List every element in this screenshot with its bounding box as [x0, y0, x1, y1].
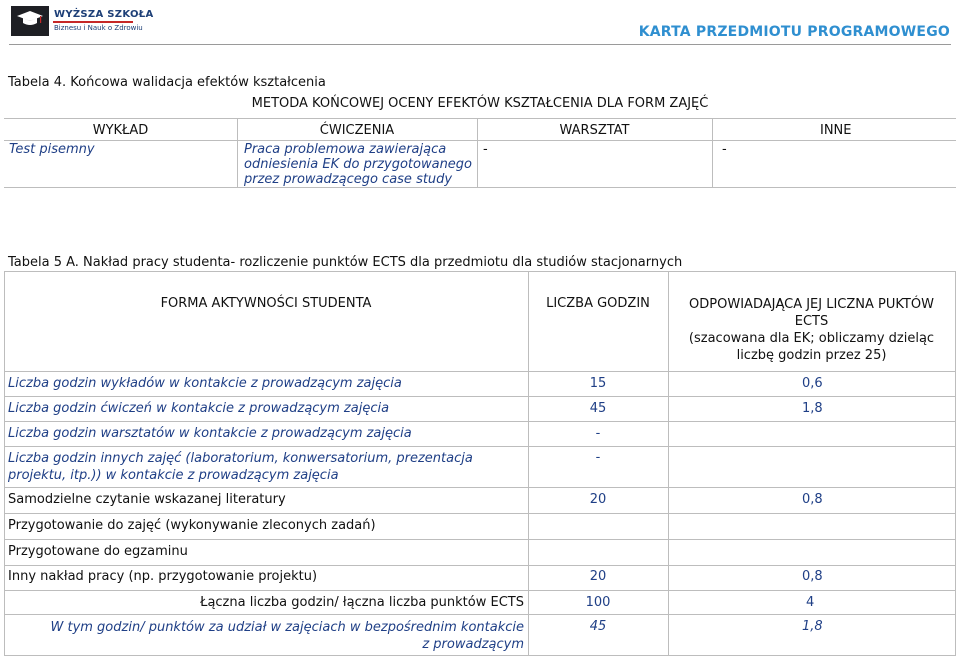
header-divider [9, 44, 951, 45]
header-line: (szacowana dla EK; obliczamy dzieląc [688, 331, 935, 346]
table5-header-forma: FORMA AKTYWNOŚCI STUDENTA [160, 296, 372, 311]
table5-row-label: Liczba godzin wykładów w kontakcie z prowadzącym zajęcia [8, 376, 402, 391]
table4-caption: Tabela 4. Końcowa walidacja efektów kształcenia [8, 75, 326, 90]
table5-row-hours: 45 [589, 401, 607, 416]
graduation-cap-icon [17, 11, 43, 27]
table5-row-label [8, 450, 473, 484]
table5-row-hours: - [595, 450, 601, 465]
header-line: ECTS [794, 314, 829, 329]
table4-cell-cwiczenia [244, 142, 472, 187]
table5-row-ects: 0,8 [802, 569, 823, 584]
table5-row-label: Przygotowane do egzaminu [8, 544, 188, 559]
table5-total-hours: 100 [585, 595, 611, 610]
table5-contact-hours: 45 [589, 619, 607, 634]
table4-main-header: METODA KOŃCOWEJ OCENY EFEKTÓW KSZTAŁCENIA DLA FORM ZAJĘĆ [251, 96, 709, 111]
logo-name: WYŻSZA SZKOŁA [54, 9, 154, 20]
table5-row-hours: 20 [589, 492, 607, 507]
table4-cell-warsztat: - [483, 142, 488, 157]
table5-row-label: Przygotowanie do zajęć (wykonywanie zleconych zadań) [8, 518, 376, 533]
contact-line: z prowadzącym [422, 637, 524, 652]
table5-contact-ects: 1,8 [802, 619, 823, 634]
table5-row-label: Liczba godzin warsztatów w kontakcie z prowadzącym zajęcia [8, 426, 412, 441]
table5-caption: Tabela 5 A. Nakład pracy studenta- rozliczenie punktów ECTS dla przedmiotu dla studiów stacjonarnych [8, 255, 683, 270]
logo-subtitle: Biznesu i Nauk o Zdrowiu [54, 24, 143, 32]
row-line: Liczba godzin innych zajęć (laboratorium, konwersatorium, prezentacja [8, 451, 473, 466]
logo-divider [53, 21, 133, 23]
table4-col-warsztat: WARSZTAT [559, 123, 630, 138]
table5-row-ects: 0,8 [802, 492, 823, 507]
table5-header-godziny: LICZBA GODZIN [546, 296, 650, 311]
table5-row-hours: 20 [589, 569, 607, 584]
contact-line: W tym godzin/ punktów za udział w zajęciach w bezpośrednim kontakcie [50, 620, 524, 635]
document-title: KARTA PRZEDMIOTU PROGRAMOWEGO [638, 24, 950, 40]
table5-row-ects: 1,8 [802, 401, 823, 416]
table5-row-hours: - [595, 426, 601, 441]
table5-header-ects [668, 296, 955, 364]
table4-cell-wyklad: Test pisemny [9, 142, 95, 157]
table4-col-wyklad: WYKŁAD [92, 123, 149, 138]
table5-row-label: Liczba godzin ćwiczeń w kontakcie z prowadzącym zajęcia [8, 401, 390, 416]
table5-contact-label [50, 619, 524, 653]
cell-line: odniesienia EK do przygotowanego [244, 157, 473, 172]
table4-col-cwiczenia: ĆWICZENIA [319, 123, 395, 138]
logo-emblem [11, 6, 49, 36]
table5-row-ects: 0,6 [802, 376, 823, 391]
cell-line: przez prowadzącego case study [244, 172, 453, 187]
table4-col-inne: INNE [820, 123, 852, 138]
table5-total-ects: 4 [806, 595, 815, 610]
school-logo [11, 6, 154, 36]
header-line: ODPOWIADAJĄCA JEJ LICZNA PUKTÓW [689, 297, 934, 312]
cell-line: Praca problemowa zawierająca [244, 142, 447, 157]
table4-cell-inne: - [722, 142, 727, 157]
table5-row-hours: 15 [589, 376, 607, 391]
table5-row-label: Samodzielne czytanie wskazanej literatury [8, 492, 286, 507]
header-line: liczbę godzin przez 25) [736, 348, 887, 363]
row-line: projektu, itp.)) w kontakcie z prowadzącym zajęcia [8, 468, 339, 483]
table5-row-label: Inny nakład pracy (np. przygotowanie projektu) [8, 569, 318, 584]
table5-total-label: Łączna liczba godzin/ łączna liczba punktów ECTS [200, 595, 524, 610]
